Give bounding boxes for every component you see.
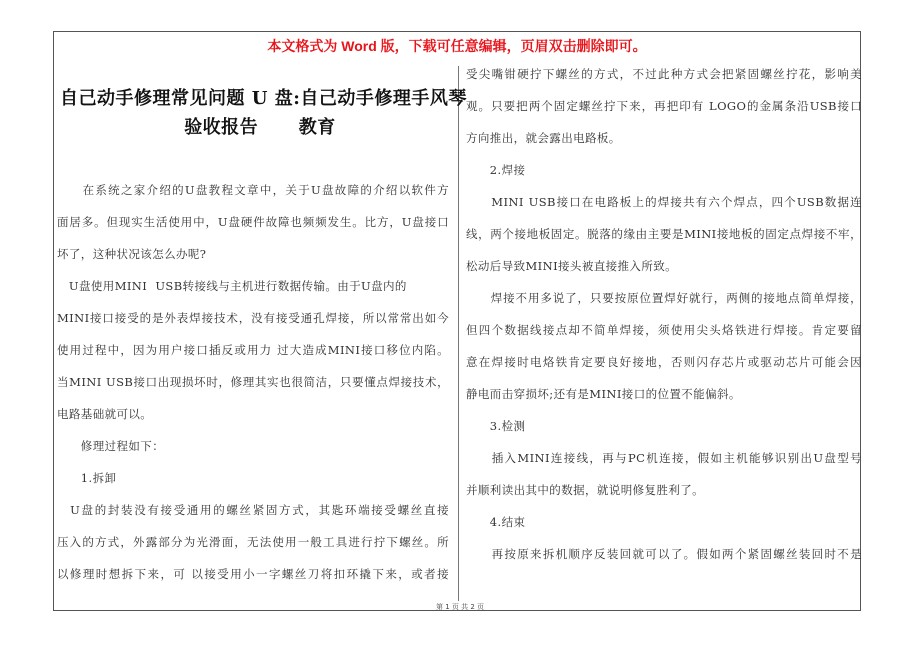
text-line: 插入MINI连接线，再与PC机连接，假如主机能够识别出U盘型号 xyxy=(466,451,862,465)
text-line: 修理过程如下： xyxy=(57,439,165,453)
text-line: U盘的封装没有接受通用的螺丝紧固方式，其匙环端接受螺丝直接 xyxy=(57,503,449,517)
text-line: 坏了，这种状况该怎么办呢? xyxy=(57,247,207,261)
text-line: 在系统之家介绍的U盘教程文章中，关于U盘故障的介绍以软件方 xyxy=(57,183,449,197)
text-line: U盘使用MINI USB转接线与主机进行数据传输。由于U盘内的 xyxy=(57,279,407,293)
text-line: 受尖嘴钳硬拧下螺丝的方式，不过此种方式会把紧固螺丝拧花，影响美 xyxy=(466,67,862,81)
text-line: MINI USB接口在电路板上的焊接共有六个焊点，四个USB数据连 xyxy=(466,195,862,209)
document-title-line-1: 自己动手修理常见问题 U 盘:自己动手修理手风琴 xyxy=(60,88,467,109)
text-line: 线，两个接地板固定。脱落的缘由主要是MINI接地板的固定点焊接不牢， xyxy=(466,227,862,241)
text-line: 意在焊接时电烙铁肯定要良好接地，否则闪存芯片或驱动芯片可能会因 xyxy=(466,355,862,369)
text-line: MINI接口接受的是外表焊接技术，没有接受通孔焊接，所以常常出如今 xyxy=(57,311,449,325)
document-title-line-2: 验收报告 教育 xyxy=(184,117,336,138)
text-line: 使用过程中，因为用户接口插反或用力 过大造成MINI接口移位内陷。 xyxy=(57,343,449,357)
text-line: 再按原来拆机顺序反装回就可以了。假如两个紧固螺丝装回时不是 xyxy=(466,547,862,561)
text-line: 松动后导致MINI接头被直接推入所致。 xyxy=(466,259,678,273)
text-line: 以修理时想拆下来，可 以接受用小一字螺丝刀将扣环撬下来，或者接 xyxy=(57,567,449,581)
column-divider xyxy=(458,66,459,601)
text-line: 并顺利读出其中的数据，就说明修复胜利了。 xyxy=(466,483,704,497)
page-footer: 第 1 页 共 2 页 xyxy=(435,603,485,611)
text-line: 压入的方式，外露部分为光滑面，无法使用一般工具进行拧下螺丝。所 xyxy=(57,535,449,549)
text-line: 静电而击穿损坏;还有是MINI接口的位置不能偏斜。 xyxy=(466,387,741,401)
text-line: 方向推出，就会露出电路板。 xyxy=(466,131,621,145)
text-line: 2.焊接 xyxy=(466,163,526,177)
text-line: 观。只要把两个固定螺丝拧下来，再把印有 LOGO的金属条沿USB接口 xyxy=(466,99,862,113)
text-line: 面居多。但现实生活使用中，U盘硬件故障也频频发生。比方，U盘接口 xyxy=(57,215,449,229)
text-line: 电路基础就可以。 xyxy=(57,407,153,421)
text-line: 焊接不用多说了，只要按原位置焊好就行，两侧的接地点简单焊接， xyxy=(466,291,862,305)
edit-notice-banner: 本文格式为 Word 版，下载可任意编辑，页眉双击删除即可。 xyxy=(267,38,647,54)
text-line: 4.结束 xyxy=(466,515,526,529)
text-line: 1.拆卸 xyxy=(57,471,117,485)
text-line: 3.检测 xyxy=(466,419,526,433)
text-line: 当MINI USB接口出现损坏时，修理其实也很简洁，只要懂点焊接技术， xyxy=(57,375,449,389)
text-line: 但四个数据线接点却不简单焊接，须使用尖头烙铁进行焊接。肯定要留 xyxy=(466,323,862,337)
